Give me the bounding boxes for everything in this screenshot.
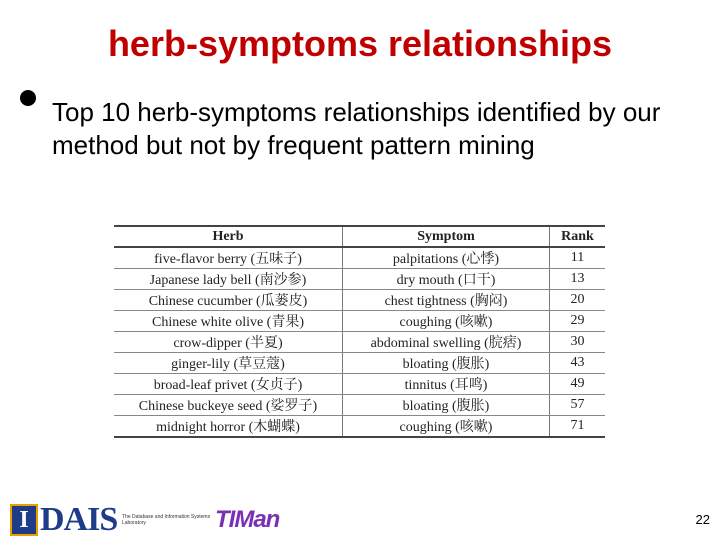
page-number: 22 [695, 512, 710, 527]
herb-cell: crow-dipper (半夏) [114, 332, 343, 353]
herb-cell: Japanese lady bell (南沙参) [114, 269, 343, 290]
rank-cell: 20 [550, 290, 606, 311]
lab-name: The Database and Information Systems Laboratory [122, 514, 211, 526]
herb-cell: ginger-lily (草豆蔻) [114, 353, 343, 374]
herb-symptom-table [114, 225, 605, 438]
symptom-cell: dry mouth (口干) [343, 269, 550, 290]
symptom-cell: coughing (咳嗽) [343, 311, 550, 332]
symptom-cell: abdominal swelling (脘痞) [343, 332, 550, 353]
bullet-text: Top 10 herb-symptoms relationships identified by our method but not by frequent pattern mining [52, 97, 661, 160]
rank-cell: 57 [550, 395, 606, 416]
table-row [114, 269, 605, 290]
rank-cell: 43 [550, 353, 606, 374]
symptom-cell: coughing (咳嗽) [343, 416, 550, 438]
header-symptom: Symptom [343, 226, 550, 247]
rank-cell: 13 [550, 269, 606, 290]
table-row [114, 290, 605, 311]
herb-cell: Chinese cucumber (瓜蒌皮) [114, 290, 343, 311]
herb-cell: Chinese buckeye seed (娑罗子) [114, 395, 343, 416]
slide-title: herb-symptoms relationships [107, 23, 613, 64]
table-row [114, 311, 605, 332]
table-row [114, 332, 605, 353]
table-row [114, 353, 605, 374]
table-row [114, 374, 605, 395]
timan-logo: TIMan [215, 506, 280, 533]
symptom-cell: bloating (腹胀) [343, 395, 550, 416]
bullet-dot-icon [20, 90, 36, 106]
table-row [114, 395, 605, 416]
symptom-cell: palpitations (心悸) [343, 247, 550, 269]
header-rank: Rank [550, 226, 606, 247]
herb-cell: midnight horror (木蝴蝶) [114, 416, 343, 438]
herb-cell: Chinese white olive (青果) [114, 311, 343, 332]
rank-cell: 29 [550, 311, 606, 332]
dais-logo-text: DAIS [40, 501, 118, 538]
header-herb: Herb [114, 226, 343, 247]
rank-cell: 49 [550, 374, 606, 395]
rank-cell: 71 [550, 416, 606, 438]
symptom-cell: bloating (腹胀) [343, 353, 550, 374]
table-row [114, 416, 605, 438]
rank-cell: 30 [550, 332, 606, 353]
table-header-row [114, 226, 605, 247]
dais-logo [10, 500, 280, 540]
symptom-cell: chest tightness (胸闷) [343, 290, 550, 311]
herb-cell: five-flavor berry (五味子) [114, 247, 343, 269]
illinois-logo-icon: I [10, 504, 38, 536]
herb-cell: broad-leaf privet (女贞子) [114, 374, 343, 395]
rank-cell: 11 [550, 247, 606, 269]
table-row [114, 247, 605, 269]
symptom-cell: tinnitus (耳鸣) [343, 374, 550, 395]
